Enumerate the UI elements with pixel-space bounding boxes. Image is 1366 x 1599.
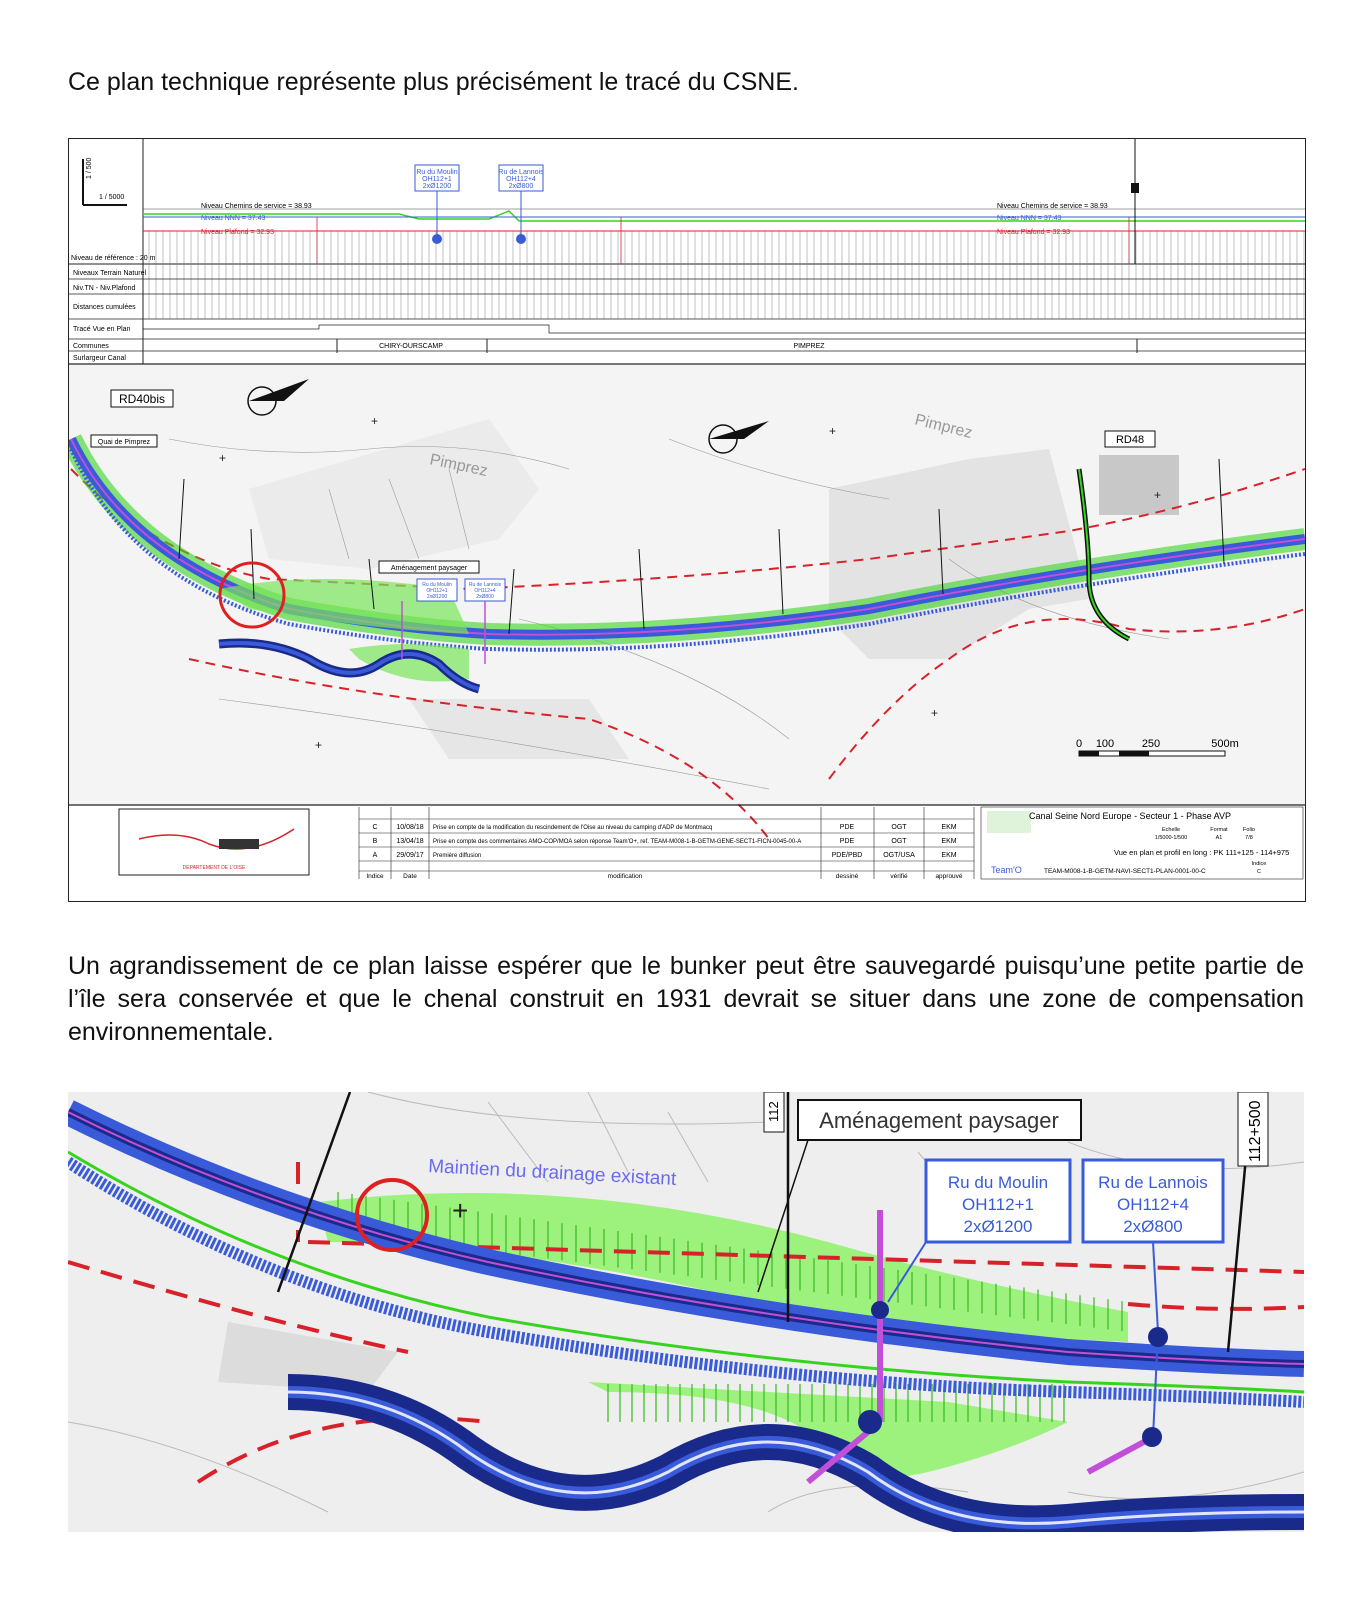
zoom-figure [68, 1092, 1304, 1532]
plafond-right: Niveau Plafond = 32.93 [997, 229, 1070, 236]
svg-text:Ru du Moulin: Ru du Moulin [422, 582, 452, 588]
svg-text:0: 0 [1075, 738, 1083, 750]
svg-text:A1: A1 [1215, 835, 1223, 841]
project-title: Canal Seine Nord Europe - Secteur 1 - Phase AVP [1029, 811, 1231, 821]
revision-cell-indice: A [372, 852, 378, 859]
body-paragraph: Un agrandissement de ce plan laisse espérer que le bunker peut être sauvegardé puisqu’une petite partie de l’île sera conservée et que le chenal construit en 1931 devrait se situer dans une zone de compensation environnementale. [68, 952, 1304, 1046]
profile-box-moulin [415, 165, 459, 244]
revision-cell-date: 29/09/17 [396, 852, 424, 859]
label-amenagement: Aménagement paysager [390, 565, 468, 572]
svg-text:250: 250 [1141, 738, 1161, 750]
zoom-svg [68, 1092, 1304, 1532]
svg-text:OH112+1: OH112+1 [422, 176, 452, 183]
pk-left-label: 112 [766, 1101, 781, 1122]
svg-text:dessiné: dessiné [835, 873, 859, 880]
svg-text:Ru du Moulin: Ru du Moulin [947, 1173, 1049, 1192]
zoom-amenagement-label: Aménagement paysager [819, 1108, 1059, 1133]
technical-plan-figure [68, 138, 1306, 902]
svg-text:2xØ800: 2xØ800 [476, 594, 494, 600]
svg-text:OH112+1: OH112+1 [962, 1195, 1034, 1214]
revision-cell-dessine: PDE/PBD [831, 852, 863, 859]
row-label-0: Niveaux Terrain Naturel [73, 270, 147, 277]
revision-cell-dessine: PDE [839, 838, 855, 845]
technical-plan-svg [69, 139, 1305, 901]
svg-text:1/5000-1/500: 1/5000-1/500 [1154, 835, 1188, 841]
town-pimprez-left: Pimprez [428, 451, 490, 481]
row-label-1: Niv.TN - Niv.Plafond [73, 285, 136, 292]
svg-text:2xØ1200: 2xØ1200 [422, 183, 452, 190]
svg-text:+: + [452, 1195, 469, 1226]
svg-text:2xØ800: 2xØ800 [508, 183, 534, 190]
svg-text:+: + [371, 414, 379, 428]
plafond-left: Niveau Plafond = 32.93 [201, 229, 274, 236]
revision-cell-approuve: EKM [941, 838, 957, 845]
row-label-4: Communes [73, 343, 109, 350]
svg-text:Indice: Indice [366, 873, 384, 880]
cartouche [119, 807, 1303, 880]
nnn-right: Niveau NNN = 37.43 [997, 215, 1062, 222]
svg-text:modification: modification [607, 873, 643, 880]
revision-cell-approuve: EKM [941, 852, 957, 859]
revision-cell-date: 10/08/18 [396, 824, 424, 831]
svg-text:2xØ1200: 2xØ1200 [426, 594, 448, 600]
svg-text:approuvé: approuvé [935, 873, 963, 880]
svg-text:+: + [219, 451, 227, 465]
revision-cell-indice: C [372, 824, 378, 831]
svg-text:+: + [829, 424, 837, 438]
row-label-3: Tracé Vue en Plan [73, 326, 131, 333]
town-pimprez-right: Pimprez [913, 411, 975, 443]
svg-text:2xØ800: 2xØ800 [1123, 1217, 1183, 1236]
revision-cell-verifie: OGT [891, 838, 907, 845]
revision-cell-approuve: EKM [941, 824, 957, 831]
revision-cell-modification: Prise en compte de la modification du rescindement de l'Oise au niveau du camping d'ADP de Montmacq [433, 825, 713, 831]
scale-small-label: 1 / 5000 [99, 194, 125, 201]
svg-text:Date: Date [403, 873, 417, 880]
zoom-drainage-label: Maintien du drainage existant [427, 1156, 677, 1190]
scale-vertical-label: 1 / 500 [86, 157, 93, 179]
vue-label: Vue en plan et profil en long : PK 111+125 - 114+975 [1114, 848, 1290, 857]
nnn-left: Niveau NNN = 37.43 [201, 215, 266, 222]
revision-cell-indice: B [372, 838, 378, 845]
profile-ticks [149, 231, 1304, 319]
niveau-reference-label: Niveau de référence : 20 m [71, 255, 156, 262]
svg-text:OH112+4: OH112+4 [1117, 1195, 1189, 1214]
reference-label: TEAM-M008-1-B-GETM-NAVI-SECT1-PLAN-0001-00-C [1044, 868, 1206, 875]
svg-text:C: C [1257, 869, 1261, 875]
svg-text:OH112+4: OH112+4 [506, 176, 536, 183]
svg-text:+: + [931, 706, 939, 720]
svg-text:Ru du Moulin: Ru du Moulin [416, 169, 458, 176]
departement-label: DEPARTEMENT DE L'OISE [182, 865, 246, 871]
pk-right-label: 112+500 [1247, 1100, 1264, 1162]
svg-text:OH112+4: OH112+4 [474, 588, 496, 594]
svg-text:Echelle: Echelle [1161, 827, 1181, 833]
teamo-logo: Team'O [991, 865, 1022, 875]
svg-text:+: + [1154, 488, 1162, 502]
chemins-right: Niveau Chemins de service = 38.93 [997, 203, 1108, 210]
intro-paragraph: Ce plan technique représente plus précisément le tracé du CSNE. [68, 68, 799, 96]
profile-box-lannois [498, 165, 544, 244]
label-rd40bis: RD40bis [118, 392, 166, 406]
revision-cell-modification: Première diffusion [433, 853, 482, 859]
svg-text:Folio: Folio [1243, 827, 1255, 833]
commune-pimprez: PIMPREZ [793, 343, 825, 350]
row-label-5: Surlargeur Canal [73, 355, 126, 362]
svg-text:Ru de Lannois: Ru de Lannois [498, 169, 544, 176]
label-rd48: RD48 [1115, 434, 1145, 446]
revision-cell-date: 13/04/18 [396, 838, 424, 845]
label-quai: Quai de Pimprez [97, 439, 151, 446]
svg-text:vérifié: vérifié [890, 873, 908, 880]
svg-text:7/8: 7/8 [1245, 835, 1253, 841]
svg-text:+: + [315, 738, 323, 752]
plan-map [69, 365, 1305, 839]
svg-text:100: 100 [1095, 738, 1115, 750]
svg-text:500m: 500m [1211, 738, 1239, 750]
revision-cell-modification: Prise en compte des commentaires AMO-COP/MOA selon réponse Team'O+, ref. TEAM-M008-1-B-GETM-GENE-SECT1-FICN-0045-00-A [433, 839, 802, 845]
plan-scale-bar [1076, 738, 1239, 756]
revision-cell-dessine: PDE [839, 824, 855, 831]
svg-text:Format: Format [1210, 827, 1228, 833]
svg-text:2xØ1200: 2xØ1200 [963, 1217, 1033, 1236]
chemins-left: Niveau Chemins de service = 38.93 [201, 203, 312, 210]
svg-text:Ru de Lannois: Ru de Lannois [1098, 1173, 1208, 1192]
commune-chiry: CHIRY-OURSCAMP [379, 343, 443, 350]
svg-text:OH112+1: OH112+1 [426, 588, 448, 594]
svg-text:Indice: Indice [1251, 861, 1267, 867]
revision-cell-verifie: OGT/USA [883, 852, 915, 859]
row-label-2: Distances cumulées [73, 304, 136, 311]
revision-cell-verifie: OGT [891, 824, 907, 831]
svg-text:Ru de Lannois: Ru de Lannois [468, 582, 502, 588]
